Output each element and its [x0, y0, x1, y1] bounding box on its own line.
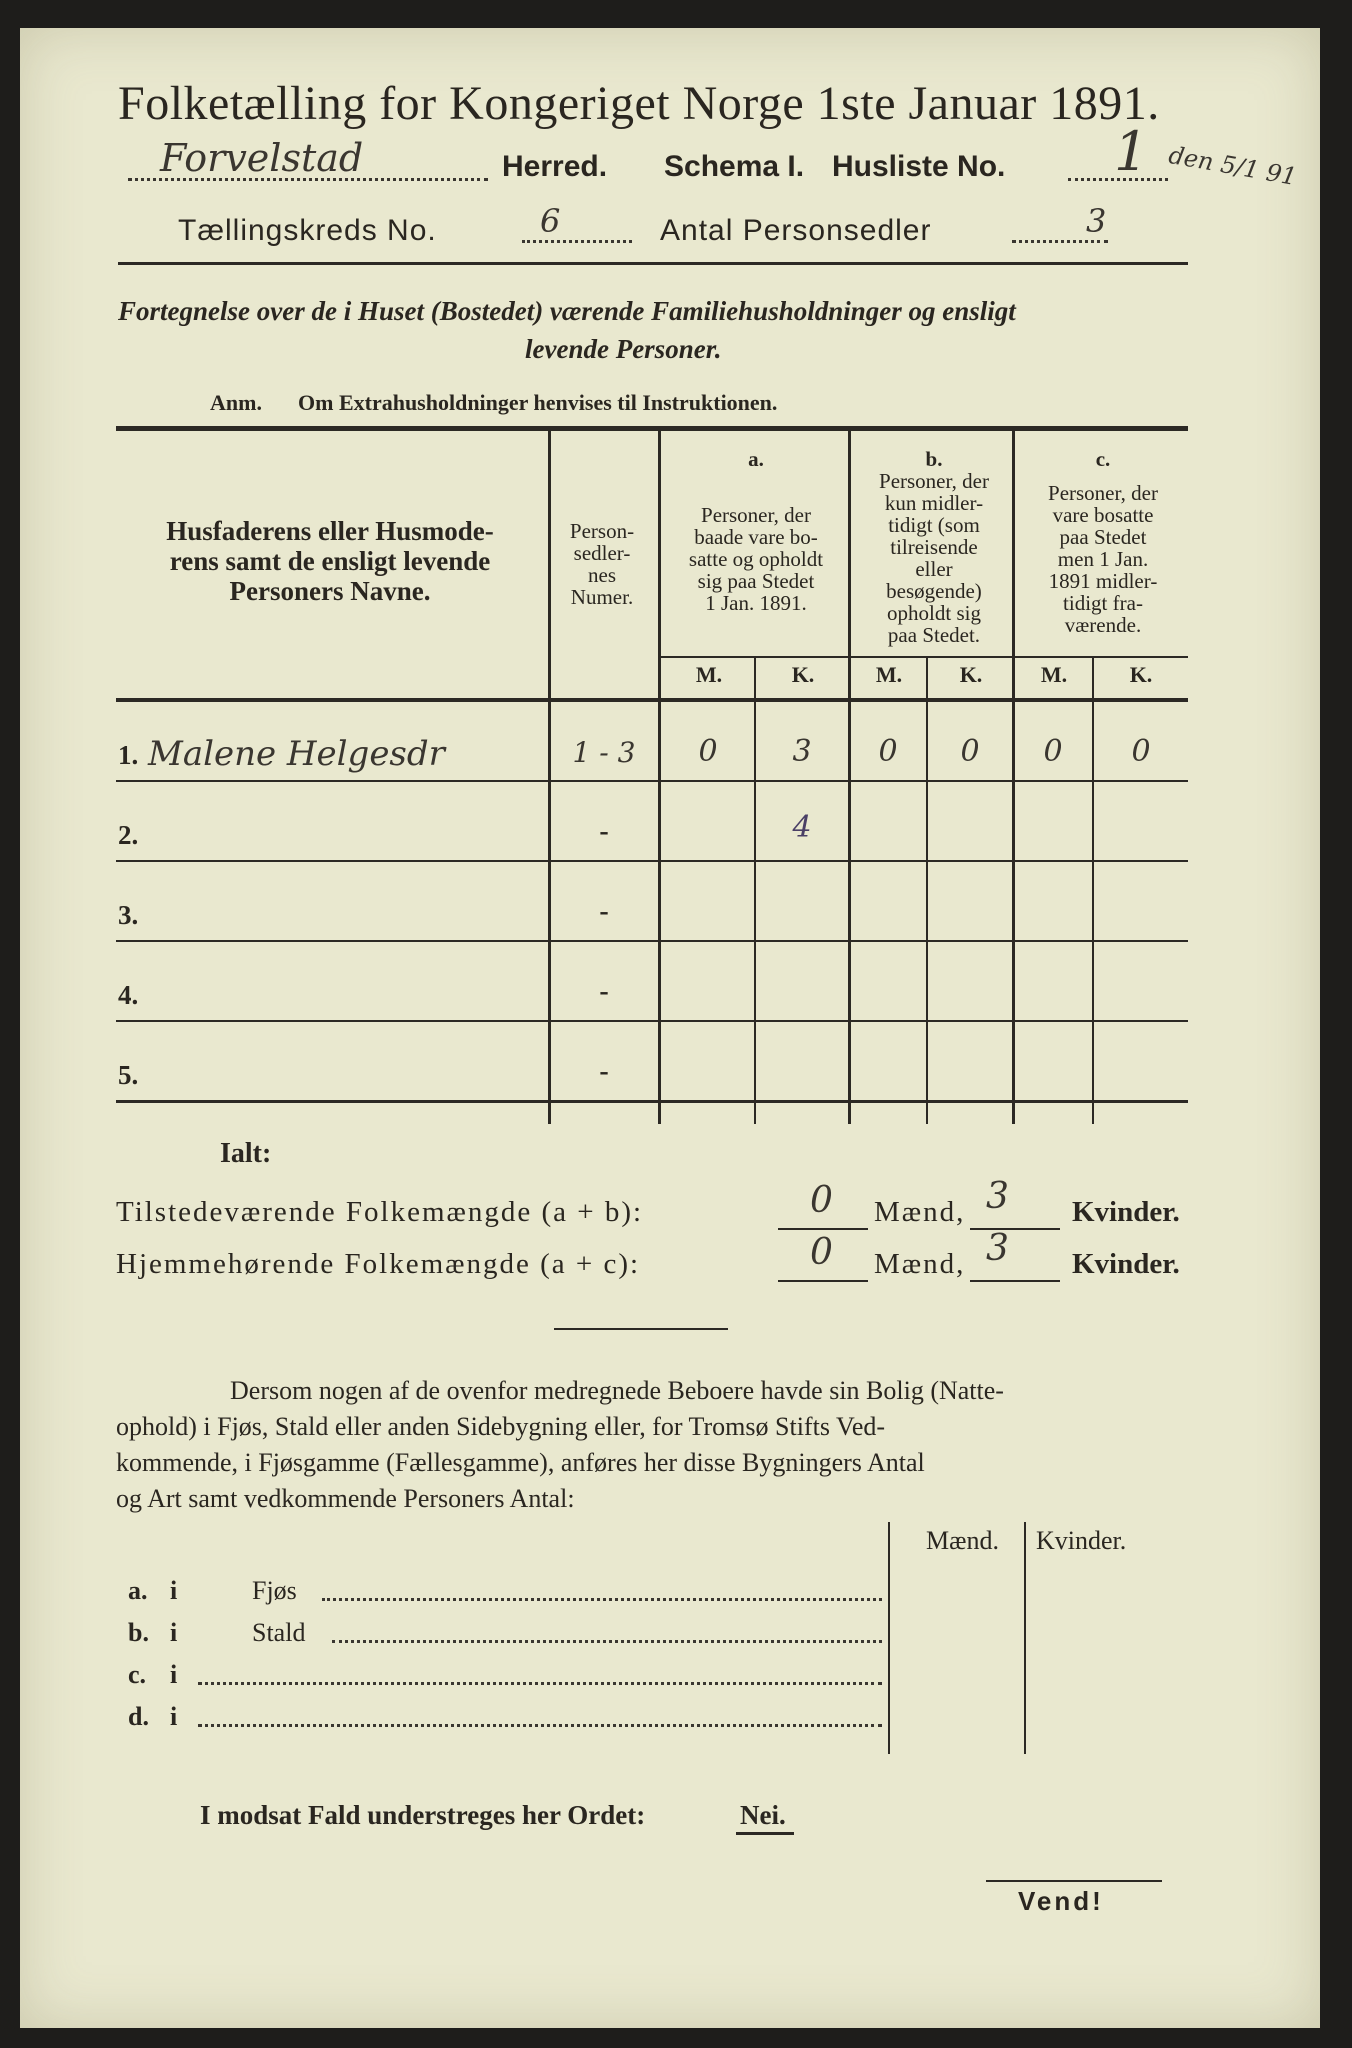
- herred-dotted-line: [128, 178, 488, 181]
- item-b-i: i: [170, 1618, 178, 1647]
- row-5-numer: -: [599, 1056, 609, 1087]
- row-1-c-k: 0: [1131, 734, 1151, 769]
- notice-line-2: ophold) i Fjøs, Stald eller anden Sidebygning eller, for Tromsø Stifts Ved-: [116, 1412, 886, 1441]
- mk-a-m: M.: [695, 662, 723, 687]
- head-names: [120, 516, 540, 606]
- row-rule-2: [116, 860, 1188, 862]
- notice-vline-1: [888, 1522, 890, 1754]
- head-col-a-line-3: satte og opholdt: [688, 547, 824, 571]
- item-c-i: i: [170, 1660, 178, 1689]
- head-col-a: [662, 448, 850, 614]
- antal-label: Antal Personsedler: [660, 214, 932, 247]
- herred-label: Herred.: [502, 150, 608, 183]
- mk-b-k: K.: [959, 662, 983, 687]
- item-d-letter: d.: [128, 1702, 149, 1731]
- schema-label: Schema I.: [664, 150, 805, 183]
- item-b-label: Stald: [252, 1618, 306, 1647]
- notice-line-1: Dersom nogen af de ovenfor medregnede Beboere havde sin Bolig (Natte-: [230, 1376, 1004, 1405]
- nei-word: Nei.: [740, 1800, 786, 1830]
- item-c-letter: c.: [128, 1660, 147, 1689]
- item-a-label: Fjøs: [252, 1576, 297, 1605]
- head-col-c-line-7: værende.: [1064, 613, 1142, 637]
- antal-dotted-line: [1012, 240, 1108, 243]
- row-rule-4: [116, 1020, 1188, 1022]
- row-1-b-m: 0: [878, 734, 898, 769]
- item-a-dots: [322, 1598, 882, 1601]
- row-2-a-k: 4: [792, 810, 812, 845]
- ialt-label: Ialt:: [220, 1138, 272, 1169]
- item-a-i: i: [170, 1576, 178, 1605]
- vend-label: Vend!: [1018, 1886, 1104, 1916]
- head-col-c-line-4: men 1 Jan.: [1057, 547, 1149, 571]
- row-3-number: 3.: [118, 900, 139, 930]
- husliste-value: 1: [1114, 120, 1149, 183]
- row-1-c-m: 0: [1043, 734, 1063, 769]
- mk-top-rule: [660, 656, 1188, 658]
- head-col-a-line-1: Personer, der: [701, 503, 811, 527]
- intro-line-2: levende Personer.: [525, 334, 722, 364]
- head-col-c-letter: c.: [1095, 447, 1111, 471]
- mk-c-k: K.: [1129, 662, 1153, 687]
- head-col-b-line-6: besøgende): [886, 579, 982, 603]
- head-col-b: [854, 448, 1014, 646]
- row-rule-1: [116, 780, 1188, 782]
- husliste-label: Husliste No.: [832, 150, 1006, 183]
- total-2-k: 3: [986, 1228, 1009, 1269]
- notice-line-4: og Art samt vedkommende Personers Antal:: [116, 1484, 575, 1513]
- kreds-label: Tællingskreds No.: [178, 214, 437, 247]
- head-numer-line-4: Numer.: [570, 585, 634, 609]
- item-d-dots: [198, 1724, 882, 1727]
- row-1-b-k: 0: [960, 734, 980, 769]
- row-1-numer: 1 - 3: [572, 736, 636, 769]
- head-col-b-letter: b.: [925, 447, 943, 471]
- total-1-maend: Mænd,: [874, 1196, 966, 1228]
- total-2-k-line: [970, 1280, 1060, 1282]
- head-col-b-line-7: opholdt sig: [887, 601, 981, 625]
- mk-c-m: M.: [1040, 662, 1068, 687]
- head-col-a-line-2: baade vare bo-: [694, 525, 818, 549]
- row-4-numer: -: [599, 976, 609, 1007]
- head-col-b-line-1: Personer, der: [879, 469, 989, 493]
- head-col-a-letter: a.: [748, 447, 764, 471]
- head-names-line-3: Personers Navne.: [229, 576, 431, 606]
- item-b-letter: b.: [128, 1618, 149, 1647]
- total-2-label: Hjemmehørende Folkemængde (a + c):: [116, 1248, 641, 1280]
- section-divider: [554, 1328, 728, 1330]
- head-col-a-line-4: sig paa Stedet: [697, 569, 815, 593]
- head-names-line-1: Husfaderens eller Husmode-: [166, 516, 494, 546]
- head-col-c-line-1: Personer, der: [1048, 481, 1158, 505]
- modsat-text: I modsat Fald understreges her Ordet:: [200, 1800, 646, 1830]
- row-1-name: Malene Helgesdr: [148, 734, 445, 774]
- vline-c-mid: [1092, 658, 1094, 1124]
- total-2-m-line: [778, 1280, 868, 1282]
- item-b-dots: [332, 1640, 882, 1643]
- table-top-rule: [116, 426, 1188, 431]
- anm-text: Om Extrahusholdninger henvises til Instruktionen.: [298, 390, 778, 415]
- kreds-value: 6: [540, 202, 561, 240]
- total-1-k: 3: [986, 1176, 1009, 1217]
- head-col-b-line-3: tidigt (som: [888, 513, 980, 537]
- mk-b-m: M.: [875, 662, 903, 687]
- table-header-bottom-rule: [116, 698, 1188, 702]
- row-2-number: 2.: [118, 820, 139, 850]
- nei-underline: [736, 1832, 794, 1835]
- head-names-line-2: rens samt de ensligt levende: [169, 546, 491, 576]
- mk-a-k: K.: [791, 662, 815, 687]
- row-1-number: 1.: [118, 740, 139, 770]
- total-2-kvinder: Kvinder.: [1072, 1248, 1180, 1280]
- form-title: Folketælling for Kongeriget Norge 1ste Januar 1891.: [118, 77, 1160, 130]
- row-4-number: 4.: [118, 980, 139, 1010]
- header-rule: [118, 262, 1188, 265]
- head-col-c-line-6: tidigt fra-: [1063, 591, 1143, 615]
- head-col-b-line-5: eller: [915, 557, 953, 581]
- head-col-c-line-2: vare bosatte: [1052, 503, 1154, 527]
- col-maend-header: Mænd.: [926, 1526, 999, 1555]
- head-col-b-line-2: kun midler-: [884, 491, 984, 515]
- total-2-m: 0: [810, 1232, 833, 1273]
- row-2-numer: -: [599, 816, 609, 847]
- total-1-m-line: [778, 1228, 868, 1230]
- antal-value: 3: [1086, 202, 1107, 240]
- vline-b-mid: [926, 658, 928, 1124]
- notice-line-3: kommende, i Fjøsgamme (Fællesgamme), anføres her disse Bygningers Antal: [116, 1448, 925, 1477]
- head-col-c-line-3: paa Stedet: [1059, 525, 1147, 549]
- head-col-c: [1018, 448, 1188, 636]
- kreds-dotted-line: [522, 240, 632, 243]
- head-numer-line-2: sedler-: [573, 541, 631, 565]
- row-1-a-m: 0: [698, 734, 718, 769]
- margin-date-note: den 5/1 91: [1166, 140, 1299, 192]
- anm-label: Anm.: [210, 390, 262, 415]
- total-1-k-line: [970, 1228, 1060, 1230]
- herred-value: Forvelstad: [160, 136, 364, 180]
- item-c-dots: [198, 1682, 882, 1685]
- head-numer: [548, 520, 656, 608]
- head-col-c-line-5: 1891 midler-: [1048, 569, 1158, 593]
- row-5-number: 5.: [118, 1060, 139, 1090]
- total-2-maend: Mænd,: [874, 1248, 966, 1280]
- item-d-i: i: [170, 1702, 178, 1731]
- row-rule-3: [116, 940, 1188, 942]
- head-col-b-line-4: tilreisende: [890, 535, 978, 559]
- row-3-numer: -: [599, 896, 609, 927]
- item-a-letter: a.: [128, 1576, 148, 1605]
- table-bottom-rule: [116, 1100, 1188, 1103]
- head-numer-line-1: Person-: [569, 519, 635, 543]
- row-1-a-k: 3: [792, 734, 812, 769]
- total-1-m: 0: [810, 1180, 833, 1221]
- col-kvinder-header: Kvinder.: [1036, 1526, 1127, 1555]
- total-1-kvinder: Kvinder.: [1072, 1196, 1180, 1228]
- intro-line-1: Fortegnelse over de i Huset (Bostedet) værende Familiehusholdninger og ensligt: [118, 296, 1016, 326]
- head-col-b-line-8: paa Stedet.: [887, 623, 981, 647]
- census-form-page: [20, 28, 1320, 2028]
- vline-a-mid: [754, 658, 756, 1124]
- vend-rule: [986, 1880, 1162, 1882]
- head-numer-line-3: nes: [588, 563, 616, 587]
- notice-vline-2: [1024, 1522, 1026, 1754]
- total-1-label: Tilstedeværende Folkemængde (a + b):: [116, 1196, 644, 1228]
- head-col-a-line-5: 1 Jan. 1891.: [705, 591, 807, 615]
